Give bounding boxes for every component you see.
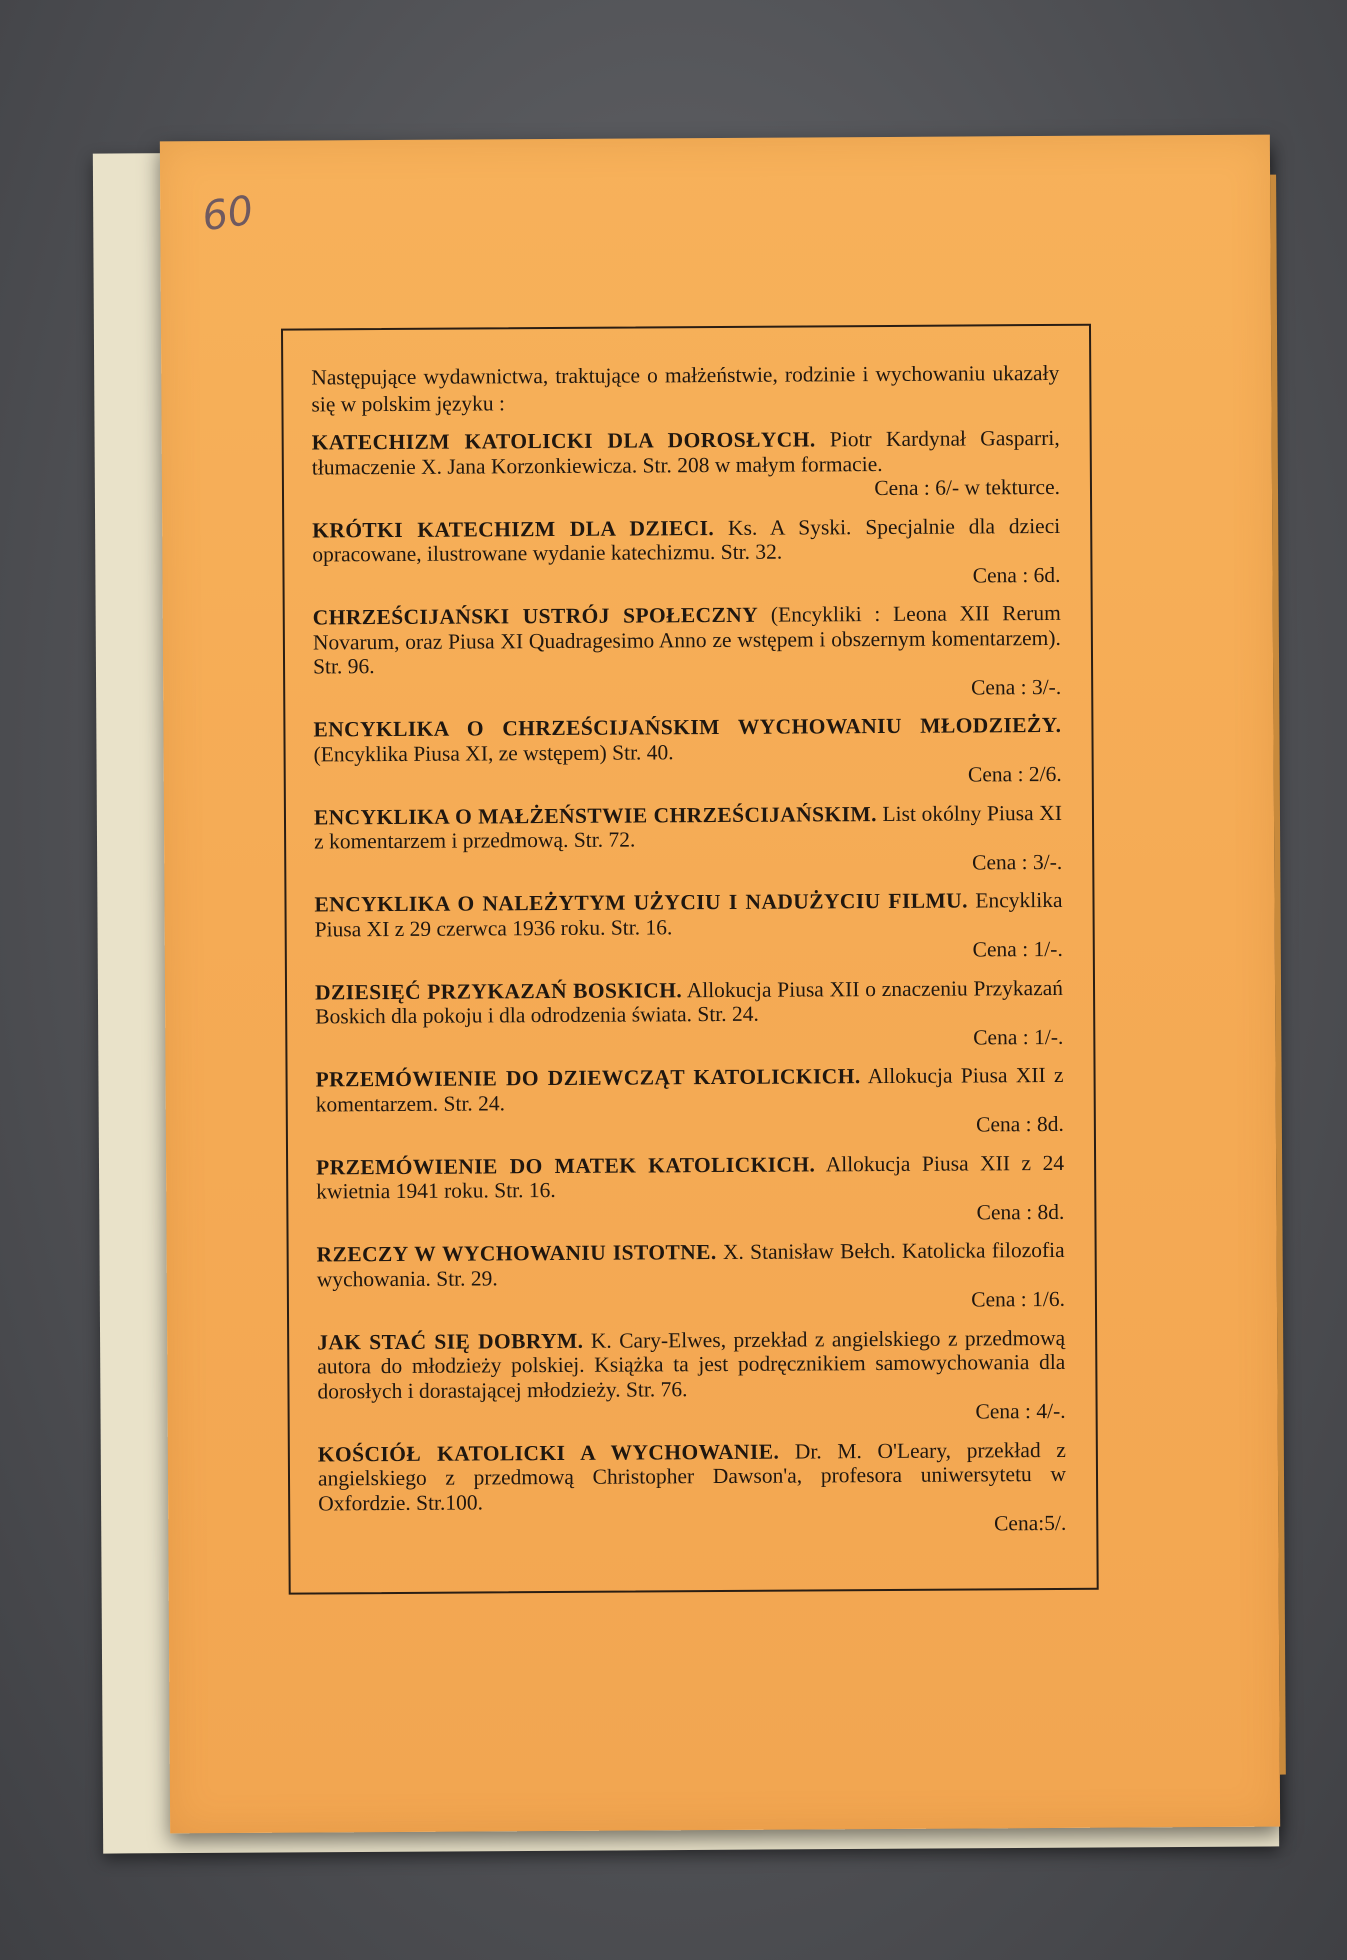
entry-title: CHRZEŚCIJAŃSKI USTRÓJ SPOŁECZNY (312, 602, 759, 630)
entry-description: Ks. A Syski. Specjalnie dla dzieci opracowane, ilustrowane wydanie katechizmu. Str. 32. (312, 513, 1061, 567)
catalog-entry (312, 426, 1060, 504)
entry-title: KATECHIZM KATOLICKI DLA DOROSŁYCH. (311, 427, 816, 455)
entry-title: ENCYKLIKA O MAŁŻEŃSTWIE CHRZEŚCIJAŃSKIM. (313, 801, 877, 829)
entry-price: Cena : 8d. (976, 1111, 1064, 1137)
entry-description: (Encykliki : Leona XII Rerum Novarum, oraz Piusa XI Quadragesimo Anno ze wstępem i obszernym komentarzem). Str. 96. (312, 600, 1061, 679)
catalog-frame (281, 324, 1099, 1595)
entry-description: Dr. M. O'Leary, przekład z angielskiego z przedmową Christopher Dawson'a, profesora uniwersytetu w Oxfordzie. Str.100. (317, 1437, 1067, 1515)
entry-price: Cena : 1/6. (971, 1286, 1066, 1312)
catalog-entry (317, 1325, 1066, 1428)
entry-price: Cena : 8d. (976, 1199, 1065, 1224)
catalog-list (312, 426, 1067, 1540)
catalog-entry (316, 1063, 1064, 1141)
catalog-entry (318, 1437, 1067, 1540)
catalog-entry (312, 513, 1060, 591)
catalog-entry (313, 601, 1062, 704)
catalog-entry (316, 1150, 1064, 1228)
catalog-entry (317, 1238, 1065, 1316)
entry-description: Allokucja Piusa XII z komentarzem. Str. 24. (315, 1062, 1064, 1116)
entry-price: Cena : 1/-. (972, 936, 1063, 962)
entry-title: RZECZY W WYCHOWANIU ISTOTNE. (316, 1240, 717, 1267)
cover-edge (1270, 175, 1286, 1775)
entry-price: Cena : 2/6. (967, 761, 1062, 787)
entry-title: JAK STAĆ SIĘ DOBRYM. (317, 1328, 584, 1354)
entry-description: Piotr Kardynał Gasparri, tłumaczenie X. Jana Korzonkiewicza. Str. 208 w małym formacie. (311, 425, 1060, 479)
entry-description: X. Stanisław Bełch. Katolicka filozofia wychowania. Str. 29. (316, 1237, 1065, 1291)
entry-price: Cena:5/. (993, 1510, 1067, 1536)
entry-price: Cena : 4/-. (975, 1398, 1066, 1424)
entry-price: Cena : 3/-. (972, 849, 1063, 874)
entry-description: (Encyklika Piusa XI, ze wstępem) Str. 40. (313, 739, 674, 766)
entry-title: KRÓTKI KATECHIZM DLA DZIECI. (312, 515, 715, 542)
entry-price: Cena : 6d. (972, 562, 1061, 587)
entry-price: Cena : 6/- w tekturce. (874, 474, 1061, 501)
catalog-entry (314, 888, 1062, 966)
booklet-back-cover (160, 135, 1280, 1834)
entry-description: Allokucja Piusa XII o znaczeniu Przykazań Boskich dla pokoju i dla odrodzenia świata. Str. 24. (315, 975, 1064, 1029)
catalog-entry (315, 975, 1063, 1053)
entry-title: KOŚCIÓŁ KATOLICKI A WYCHOWANIE. (317, 1439, 780, 1466)
entry-title: DZIESIĘĆ PRZYKAZAŃ BOSKICH. (314, 977, 683, 1004)
entry-title: ENCYKLIKA O NALEŻYTYM UŻYCIU I NADUŻYCIU FILMU. (314, 888, 968, 917)
intro-text: Następujące wydawnictwa, traktujące o małżeństwie, rodzinie i wychowaniu ukazały się w polskim języku : (311, 360, 1060, 417)
catalog-entry (313, 713, 1061, 791)
entry-description: K. Cary-Elwes, przekład z angielskiego z przedmową autora do młodzieży polskiej. Książka ta jest podręcznikiem samowychowania dla dorosłych i dorastającej młodzieży. Str. 76. (317, 1325, 1066, 1403)
entry-title: PRZEMÓWIENIE DO MATEK KATOLICKICH. (316, 1151, 816, 1179)
handwritten-note: 60 (199, 187, 257, 241)
entry-description: Allokucja Piusa XII z 24 kwietnia 1941 roku. Str. 16. (316, 1150, 1065, 1204)
catalog-entry (314, 800, 1062, 878)
entry-title: ENCYKLIKA O CHRZEŚCIJAŃSKIM WYCHOWANIU MŁODZIEŻY. (313, 712, 1062, 742)
entry-price: Cena : 3/-. (970, 674, 1062, 699)
entry-description: Encyklika Piusa XI z 29 czerwca 1936 roku. Str. 16. (314, 887, 1063, 941)
entry-description: List okólny Piusa XI z komentarzem i przedmową. Str. 72. (314, 800, 1063, 854)
entry-title: PRZEMÓWIENIE DO DZIEWCZĄT KATOLICKICH. (315, 1064, 861, 1092)
entry-price: Cena : 1/-. (973, 1024, 1064, 1049)
